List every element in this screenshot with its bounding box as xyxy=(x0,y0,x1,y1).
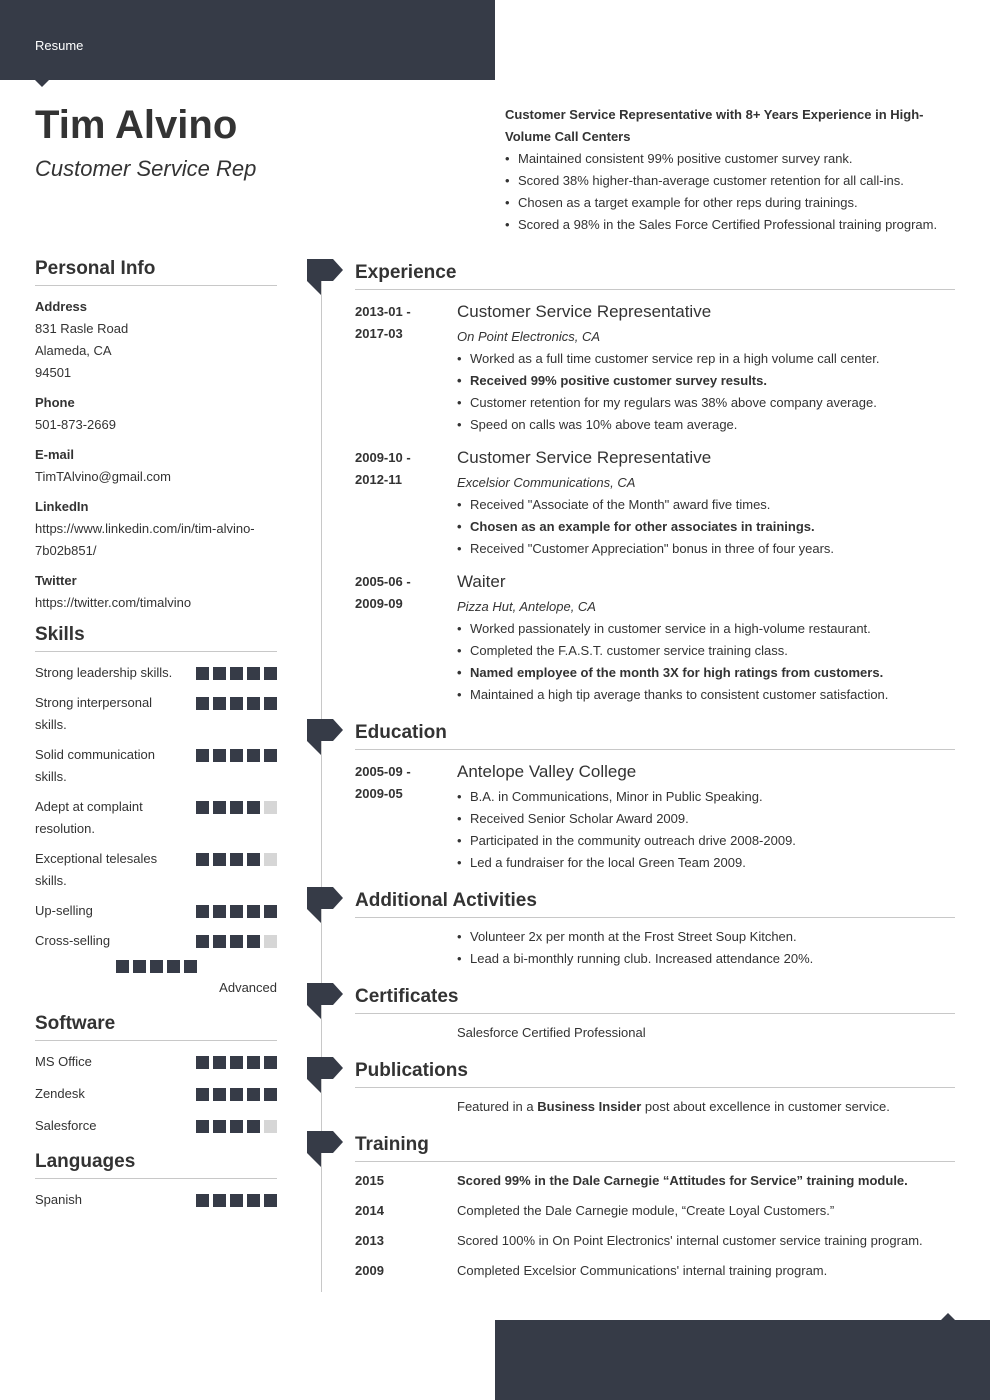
linkedin-link-line1[interactable]: https://www.linkedin.com/in/tim-alvino- xyxy=(35,521,255,536)
legend-label: Advanced xyxy=(219,980,277,995)
rating-dot-empty xyxy=(264,853,277,866)
job-org: Pizza Hut, Antelope, CA xyxy=(457,599,596,614)
rating-dot-filled xyxy=(247,697,260,710)
rating-dot-filled xyxy=(264,1056,277,1069)
summary-headline: Customer Service Representative with 8+ Years Experience in High-Volume Call Centers xyxy=(505,107,924,144)
skills-list xyxy=(35,662,277,952)
phone-label: Phone xyxy=(35,395,75,410)
phone-value: 501-873-2669 xyxy=(35,417,116,432)
job-body xyxy=(457,571,955,706)
rating-row xyxy=(35,692,277,736)
rating-dot-filled xyxy=(230,801,243,814)
training-year: 2014 xyxy=(355,1203,384,1218)
rating-dot-filled xyxy=(196,697,209,710)
date-end: 2017-03 xyxy=(355,326,403,341)
rating-label: Solid communication skills. xyxy=(35,747,155,784)
skills-legend xyxy=(35,960,277,999)
certificates-title: Certificates xyxy=(355,986,955,1014)
summary xyxy=(505,104,955,236)
rating-dot-filled xyxy=(247,1056,260,1069)
rating-dots xyxy=(196,662,277,680)
rating-dot-filled xyxy=(196,853,209,866)
rating-dot-filled xyxy=(264,749,277,762)
date-end: 2012-11 xyxy=(355,472,402,487)
activities-body xyxy=(457,926,955,970)
date-start: 2005-06 - xyxy=(355,574,411,589)
footer-bar xyxy=(495,1320,990,1400)
footer-notch xyxy=(941,1313,955,1320)
rating-dot-filled xyxy=(213,667,226,680)
rating-dot-filled xyxy=(213,905,226,918)
twitter-block xyxy=(35,570,277,614)
software-title: Software xyxy=(35,1013,277,1041)
rating-dot-filled xyxy=(213,1088,226,1101)
rating-dot-filled xyxy=(247,935,260,948)
address-label: Address xyxy=(35,299,88,314)
job-bullets xyxy=(457,494,955,560)
rating-row xyxy=(35,1051,277,1073)
address-block xyxy=(35,296,277,384)
job-bullet: • Customer retention for my regulars was 38% above company average. xyxy=(457,392,955,414)
email-block xyxy=(35,444,277,488)
rating-dot-empty xyxy=(264,935,277,948)
rating-dot-filled xyxy=(116,960,129,973)
job-dates xyxy=(355,301,450,345)
publication-outlet: Business Insider xyxy=(537,1099,642,1114)
rating-row xyxy=(35,662,277,684)
job-org: On Point Electronics, CA xyxy=(457,329,601,344)
training-year: 2009 xyxy=(355,1263,384,1278)
job-bullet: • Named employee of the month 3X for high ratings from customers. xyxy=(457,662,955,684)
rating-dot-filled xyxy=(247,1194,260,1207)
rating-dot-filled xyxy=(213,1120,226,1133)
rating-dot-filled xyxy=(213,935,226,948)
rating-dots xyxy=(196,1083,277,1101)
rating-dot-filled xyxy=(213,1056,226,1069)
personal-info-title: Personal Info xyxy=(35,258,277,286)
rating-dot-filled xyxy=(230,1120,243,1133)
rating-dot-filled xyxy=(196,667,209,680)
rating-row xyxy=(35,796,277,840)
rating-dot-filled xyxy=(264,905,277,918)
rating-dot-filled xyxy=(264,1088,277,1101)
section-flag-icon xyxy=(307,259,343,295)
summary-list xyxy=(505,148,955,236)
education-bullet: • Participated in the community outreach drive 2008-2009. xyxy=(457,830,955,852)
section-flag-icon xyxy=(307,887,343,923)
job-org: Excelsior Communications, CA xyxy=(457,475,636,490)
rating-dot-filled xyxy=(213,853,226,866)
rating-label: Exceptional telesales skills. xyxy=(35,851,158,888)
rating-dots xyxy=(196,900,277,918)
publications-title: Publications xyxy=(355,1060,955,1088)
rating-dot-filled xyxy=(213,697,226,710)
rating-dot-filled xyxy=(230,905,243,918)
rating-dot-filled xyxy=(247,801,260,814)
section-flag-icon xyxy=(307,1057,343,1093)
rating-dots xyxy=(196,692,277,710)
candidate-name: Tim Alvino xyxy=(35,103,238,147)
job-title: Waiter xyxy=(457,572,506,591)
rating-label: Salesforce xyxy=(35,1118,97,1133)
education-body xyxy=(457,761,955,874)
job-body xyxy=(457,447,955,560)
job-title: Customer Service Representative xyxy=(457,448,712,467)
summary-bullet: • Scored a 98% in the Sales Force Certified Professional training program. xyxy=(505,214,955,236)
rating-dot-filled xyxy=(196,1088,209,1101)
software-list xyxy=(35,1051,277,1137)
address-line: 94501 xyxy=(35,365,72,380)
rating-dot-empty xyxy=(264,801,277,814)
job-bullet: • Worked as a full time customer service rep in a high volume call center. xyxy=(457,348,955,370)
rating-dots xyxy=(196,1051,277,1069)
rating-row xyxy=(35,1189,277,1211)
certificate-item: Salesforce Certified Professional xyxy=(457,1025,646,1040)
email-link[interactable]: TimTAlvino@gmail.com xyxy=(35,469,171,484)
date-start: 2005-09 - xyxy=(355,764,411,779)
summary-bullet: • Chosen as a target example for other reps during trainings. xyxy=(505,192,955,214)
header-bar xyxy=(0,0,495,80)
job-bullet: • Received "Associate of the Month" award five times. xyxy=(457,494,955,516)
education-bullets xyxy=(457,786,955,874)
job-bullets xyxy=(457,348,955,436)
date-start: 2013-01 - xyxy=(355,304,411,319)
rating-dot-filled xyxy=(264,1194,277,1207)
rating-row xyxy=(35,744,277,788)
job-bullet: • Received "Customer Appreciation" bonus in three of four years. xyxy=(457,538,955,560)
rating-dot-filled xyxy=(230,749,243,762)
rating-dots xyxy=(196,1115,277,1133)
school-name: Antelope Valley College xyxy=(457,762,637,781)
resume-tab-label: Resume xyxy=(35,38,84,53)
rating-dot-filled xyxy=(196,801,209,814)
rating-dot-filled xyxy=(247,1120,260,1133)
job-bullet: • Chosen as an example for other associates in trainings. xyxy=(457,516,955,538)
rating-dot-filled xyxy=(230,1194,243,1207)
candidate-role: Customer Service Rep xyxy=(35,156,257,181)
education-bullet: • Led a fundraiser for the local Green Team 2009. xyxy=(457,852,955,874)
rating-label: Spanish xyxy=(35,1192,82,1207)
rating-dots xyxy=(196,848,277,866)
phone-block xyxy=(35,392,277,436)
rating-dot-filled xyxy=(247,853,260,866)
job-dates xyxy=(355,447,450,491)
job-title: Customer Service Representative xyxy=(457,302,712,321)
rating-dots xyxy=(196,930,277,948)
training-text: Scored 100% in On Point Electronics' internal customer service training program. xyxy=(457,1233,923,1248)
date-start: 2009-10 - xyxy=(355,450,411,465)
rating-row xyxy=(35,900,277,922)
job-bullet: • Received 99% positive customer survey results. xyxy=(457,370,955,392)
activity-bullet: • Lead a bi-monthly running club. Increased attendance 20%. xyxy=(457,948,955,970)
address-line: Alameda, CA xyxy=(35,343,112,358)
publication-text xyxy=(457,1096,955,1118)
rating-dot-filled xyxy=(264,697,277,710)
rating-dot-filled xyxy=(196,1056,209,1069)
rating-dot-filled xyxy=(213,1194,226,1207)
twitter-link[interactable]: https://twitter.com/timalvino xyxy=(35,595,192,610)
rating-dot-filled xyxy=(247,749,260,762)
rating-dots xyxy=(196,796,277,814)
rating-dot-filled xyxy=(247,667,260,680)
linkedin-label: LinkedIn xyxy=(35,499,89,514)
legend-dots xyxy=(116,960,197,973)
section-flag-icon xyxy=(307,1131,343,1167)
publication-suffix: post about excellence in customer service. xyxy=(644,1099,890,1114)
training-year: 2013 xyxy=(355,1233,384,1248)
rating-dot-filled xyxy=(230,697,243,710)
job-bullet: • Completed the F.A.S.T. customer service training class. xyxy=(457,640,955,662)
rating-dot-filled xyxy=(230,853,243,866)
job-body xyxy=(457,301,955,436)
education-bullet: • Received Senior Scholar Award 2009. xyxy=(457,808,955,830)
email-label: E-mail xyxy=(35,447,75,462)
job-bullet: • Speed on calls was 10% above team average. xyxy=(457,414,955,436)
experience-title: Experience xyxy=(355,262,955,290)
date-end: 2009-05 xyxy=(355,786,403,801)
training-text: Completed Excelsior Communications' internal training program. xyxy=(457,1263,828,1278)
rating-dot-filled xyxy=(167,960,180,973)
linkedin-link-line2[interactable]: 7b02b851/ xyxy=(35,543,97,558)
rating-label: MS Office xyxy=(35,1054,92,1069)
rating-dot-filled xyxy=(196,1194,209,1207)
twitter-label: Twitter xyxy=(35,573,77,588)
section-flag-icon xyxy=(307,719,343,755)
rating-row xyxy=(35,930,277,952)
rating-row xyxy=(35,1115,277,1137)
rating-dots xyxy=(196,744,277,762)
rating-label: Strong interpersonal skills. xyxy=(35,695,153,732)
summary-bullet: • Maintained consistent 99% positive customer survey rank. xyxy=(505,148,955,170)
training-text: Scored 99% in the Dale Carnegie “Attitudes for Service” training module. xyxy=(457,1173,908,1188)
rating-dot-filled xyxy=(196,749,209,762)
education-dates xyxy=(355,761,450,805)
training-text: Completed the Dale Carnegie module, “Create Loyal Customers.” xyxy=(457,1203,835,1218)
rating-dot-filled xyxy=(184,960,197,973)
rating-label: Zendesk xyxy=(35,1086,85,1101)
job-bullet: • Maintained a high tip average thanks to consistent customer satisfaction. xyxy=(457,684,955,706)
rating-dot-filled xyxy=(230,667,243,680)
date-end: 2009-09 xyxy=(355,596,403,611)
linkedin-block xyxy=(35,496,277,562)
rating-row xyxy=(35,848,277,892)
training-year: 2015 xyxy=(355,1173,384,1188)
activities-title: Additional Activities xyxy=(355,890,955,918)
summary-bullet: • Scored 38% higher-than-average customer retention for all call-ins. xyxy=(505,170,955,192)
training-title: Training xyxy=(355,1134,955,1162)
education-title: Education xyxy=(355,722,955,750)
rating-label: Up-selling xyxy=(35,903,93,918)
rating-dot-filled xyxy=(230,935,243,948)
address-line: 831 Rasle Road xyxy=(35,321,129,336)
rating-dot-filled xyxy=(196,905,209,918)
publication-prefix: Featured in a xyxy=(457,1099,534,1114)
rating-dots xyxy=(196,1189,277,1207)
rating-dot-filled xyxy=(213,801,226,814)
rating-row xyxy=(35,1083,277,1105)
rating-dot-empty xyxy=(264,1120,277,1133)
job-bullet: • Worked passionately in customer service in a high-volume restaurant. xyxy=(457,618,955,640)
rating-dot-filled xyxy=(150,960,163,973)
activities-bullets xyxy=(457,926,955,970)
job-dates xyxy=(355,571,450,615)
activity-bullet: • Volunteer 2x per month at the Frost Street Soup Kitchen. xyxy=(457,926,955,948)
rating-dot-filled xyxy=(264,667,277,680)
rating-dot-filled xyxy=(196,935,209,948)
rating-label: Strong leadership skills. xyxy=(35,665,173,680)
rating-dot-filled xyxy=(247,905,260,918)
rating-dot-filled xyxy=(213,749,226,762)
rating-dot-filled xyxy=(230,1088,243,1101)
education-bullet: • B.A. in Communications, Minor in Public Speaking. xyxy=(457,786,955,808)
rating-dot-filled xyxy=(133,960,146,973)
job-bullets xyxy=(457,618,955,706)
rating-label: Adept at complaint resolution. xyxy=(35,799,143,836)
rating-dot-filled xyxy=(196,1120,209,1133)
rating-label: Cross-selling xyxy=(35,933,111,948)
languages-list xyxy=(35,1189,277,1211)
section-flag-icon xyxy=(307,983,343,1019)
header-notch xyxy=(35,80,49,87)
left-column xyxy=(35,258,277,1221)
languages-title: Languages xyxy=(35,1151,277,1179)
rating-dot-filled xyxy=(230,1056,243,1069)
rating-dot-filled xyxy=(247,1088,260,1101)
skills-title: Skills xyxy=(35,624,277,652)
